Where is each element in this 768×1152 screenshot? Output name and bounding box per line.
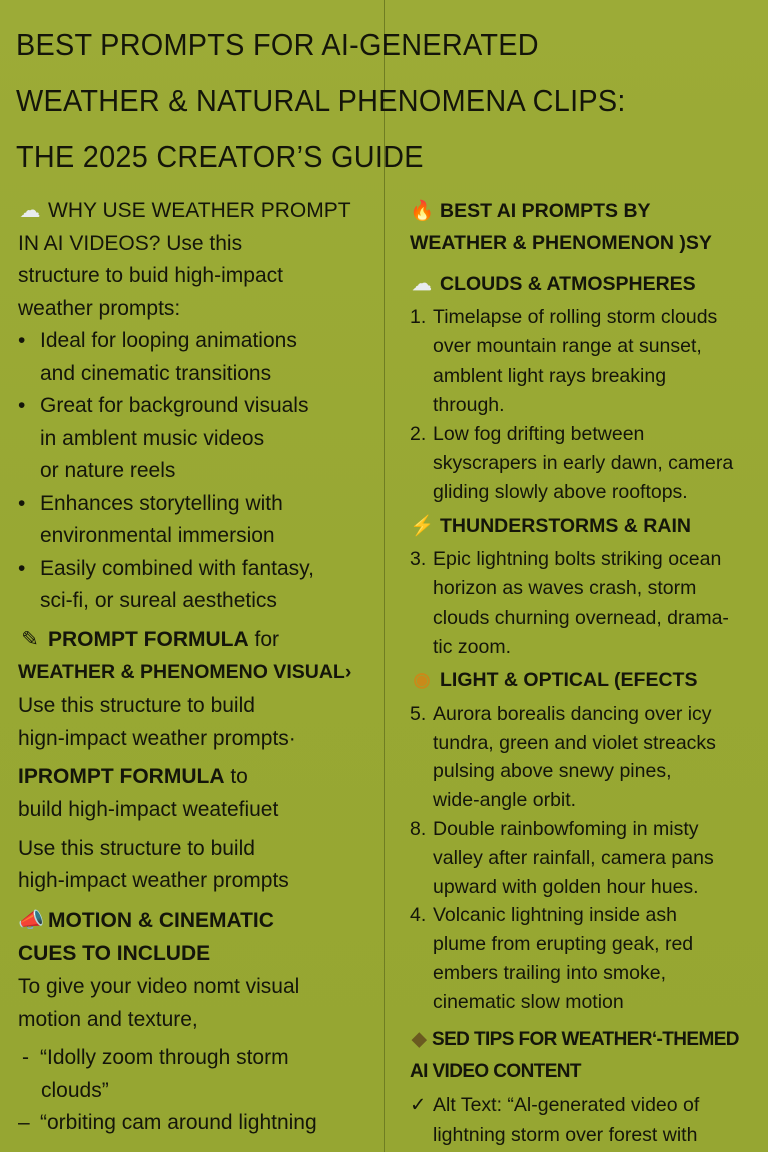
seo-section [410,1024,739,1088]
prompt-item-cont: clouds churning overnead, drama- [433,606,729,629]
prompt-item-cont: over mountain range at sunset, [433,335,702,358]
formula-p2 [18,833,289,897]
light-heading: LIGHT & OPTICAL (EFECTS [440,669,698,691]
item-number: 4. [410,904,427,927]
bullet-item-cont: environmental immersion [40,524,275,547]
why-text: weather prompts: [18,296,181,320]
motion-text: motion and texture, [18,1007,198,1031]
item-number: 3. [410,548,427,571]
dash: – [18,1111,30,1134]
prompt-item-cont: horizon as waves crash, storm [433,577,697,600]
bullet-item-cont: and cinematic transitions [40,361,272,385]
prompt-item-cont: valley after rainfall, camera pans [433,846,714,869]
formula-sub-rest: to [230,765,248,788]
thunder-heading: THUNDERSTORMS & RAIN [440,515,691,537]
why-heading: WHY USE WEATHER PROMPT [48,199,351,222]
prompt-item: Volcanic lightning inside ash [433,904,677,927]
prompt-item-cont: tundra, green and violet streacks [433,731,716,754]
page-title-line-1: BEST PROMPTS FOR AI-GENERATED [16,27,539,62]
bullet-item-cont: or nature reels [40,459,176,482]
motion-intro [18,971,299,1036]
seo-heading-line2: AI VIDEO CONTENT [410,1061,581,1082]
seo-tip-cont: lightning storm over forest with [433,1123,698,1146]
formula-text: Use this structure to build [18,694,255,717]
clouds-heading: CLOUDS & ATMOSPHERES [440,273,696,295]
prompt-item-cont: plume from erupting geak, red [433,933,694,956]
item-number: 5. [410,702,427,725]
page-title-line-2: WEATHER & NATURAL PHENOMENA CLIPS: [16,83,626,118]
thunder-section [410,512,729,662]
prompt-item-cont: upward with golden hour hues. [433,875,699,898]
formula-text: hign-impact weather prompts· [18,727,296,750]
motion-text: To give your video nomt visual [18,975,300,998]
seo-heading: SED TIPS FOR WEATHER‘-THEMED [432,1029,739,1050]
formula-sub-heading: IPROMPT FORMULA [18,765,225,788]
prompt-item: Aurora borealis dancing over icy [433,702,712,725]
why-text: structure to buid high-impact [18,264,283,287]
formula-section [18,623,351,755]
prompt-item: Timelapse of rolling storm clouds [433,306,718,329]
formula-text: high-impact weather prompts [18,869,289,892]
bullet-item-cont: sci-fi, or sureal aesthetics [40,589,277,612]
why-text: IN AI VIDEOS? Use this [18,231,243,255]
light-section [410,666,716,1017]
bullet-item: • Ideal for looping animations [18,325,351,358]
best-section [410,195,712,259]
cue-item: “orbiting cam around lightning [40,1111,317,1134]
cloud-icon: ☁ [19,199,41,222]
prompt-item: Double rainbowfoming in misty [433,817,699,840]
bullet-item: • Easily combined with fantasy, [18,553,351,586]
dash: - [22,1046,29,1069]
prompt-item-cont: embers trailing into smoke, [433,961,667,984]
seo-tip: Alt Text: “Al-generated video of [433,1094,700,1116]
page-title-line-3: THE 2025 CREATOR’S GUIDE [16,139,424,174]
formula-heading-line2: WEATHER & PHENOMENO VISUAL› [18,661,352,683]
lightning-icon: ⚡ [410,515,435,537]
cue-item: “Idolly zoom through storm [40,1046,289,1069]
clouds-section [410,270,733,508]
prompt-item-cont: gliding slowly above rooftops. [433,481,688,504]
formula-text: Use this structure to build [18,837,255,860]
motion-section [18,905,274,970]
prompt-item-cont: skyscrapers in early dawn, camera [433,452,734,475]
bullet-item: • Enhances storytelling with [18,488,351,521]
formula-heading-rest: for [254,628,280,651]
prompt-item: Low fog drifting between [433,423,645,446]
bullet-item: • Great for background visuals [18,390,351,423]
tip-icon: ◆ [411,1029,426,1050]
prompt-item-cont: pulsing above snewy pines, [433,760,672,783]
motion-cues [18,1042,317,1140]
cue-item-cont: clouds” [41,1078,109,1102]
best-heading-line2: WEATHER & PHENOMENON )SY [410,232,712,254]
prompt-item-cont: through. [433,393,505,416]
prompt-item-cont: amblent light rays breaking [433,364,667,387]
formula-heading: PROMPT FORMULA [48,628,249,651]
item-number: 1. [410,306,427,329]
cloud-icon: ☁ [412,273,432,295]
prompt-item-cont: tic zoom. [433,635,512,658]
prompt-item-cont: wide-angle orbit. [433,789,577,812]
bullet-item-cont: in amblent music videos [40,426,265,450]
why-section [18,195,351,618]
optical-icon: ◉ [413,669,431,691]
seo-tips [410,1091,699,1150]
pencil-icon: ✎ [21,628,39,651]
prompt-item-cont: cinematic slow motion [433,990,624,1013]
motion-heading: MOTION & CINEMATIC [48,909,274,932]
check-icon: ✓ [410,1094,427,1116]
item-number: 2. [410,423,427,446]
megaphone-icon: 📣 [18,909,45,932]
fire-icon: 🔥 [410,200,435,222]
motion-heading-line2: CUES TO INCLUDE [18,941,211,965]
prompt-item: Epic lightning bolts striking ocean [433,548,722,571]
best-heading: BEST AI PROMPTS BY [440,200,651,222]
formula-sub [18,760,278,826]
item-number: 8. [410,817,427,840]
formula-sub-text: build high-impact weatefiuet [18,798,279,821]
